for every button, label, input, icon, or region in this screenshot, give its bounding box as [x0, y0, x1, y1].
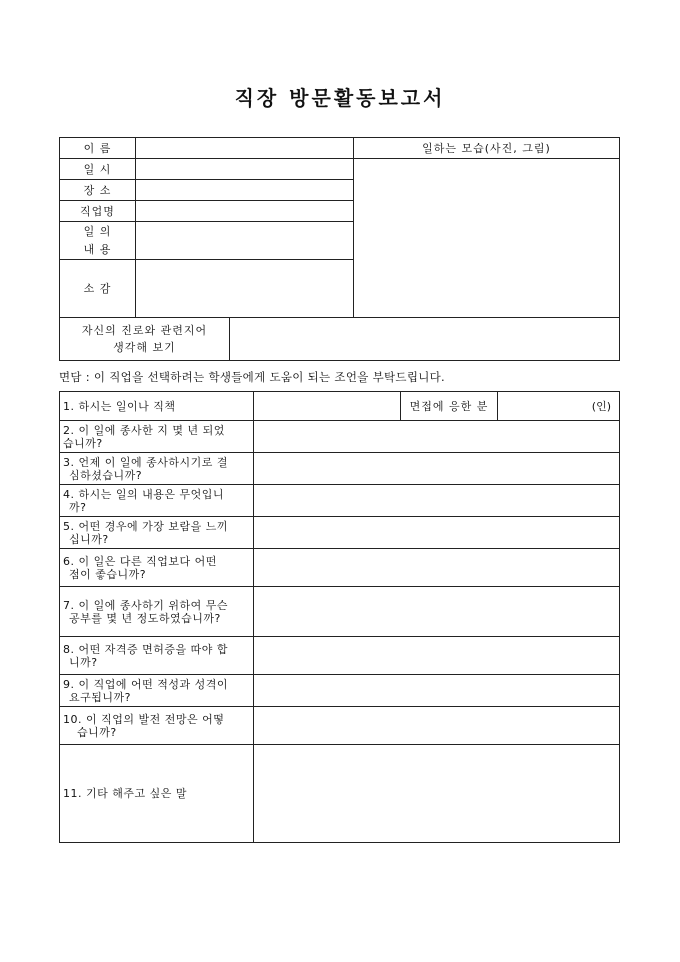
question-5-line2: 십니까?: [69, 532, 109, 546]
datetime-field[interactable]: [136, 159, 354, 180]
career-field[interactable]: [230, 318, 620, 361]
question-4-line2: 까?: [69, 500, 87, 514]
question-5: [60, 517, 254, 549]
answer-6[interactable]: [254, 549, 620, 587]
work-content-label-line2: 내 용: [83, 243, 112, 256]
datetime-label: 일 시: [60, 159, 136, 180]
question-11: [60, 745, 254, 843]
question-9-line1: 9. 이 직업에 어떤 적성과 성격이: [63, 677, 228, 691]
page-title: 직장 방문활동보고서: [234, 86, 446, 110]
photo-area[interactable]: [354, 159, 620, 318]
place-label: 장 소: [60, 180, 136, 201]
interview-instruction: 면담 : 이 직업을 선택하려는 학생들에게 도움이 되는 조언을 부탁드립니다.: [59, 370, 445, 384]
question-3-line1: 3. 언제 이 일에 종사하시기로 결: [63, 455, 228, 469]
answer-2[interactable]: [254, 421, 620, 453]
answer-3[interactable]: [254, 453, 620, 485]
answer-11[interactable]: [254, 745, 620, 843]
work-content-field[interactable]: [136, 222, 354, 260]
interviewee-label: 면접에 응한 분: [401, 392, 498, 421]
career-label-line1: 자신의 진로와 관련지어: [81, 324, 208, 337]
career-table: [59, 317, 620, 361]
question-4-line1: 4. 하시는 일의 내용은 무엇입니: [63, 487, 224, 501]
job-title-field[interactable]: [136, 201, 354, 222]
question-6-line2: 점이 좋습니까?: [69, 567, 147, 581]
info-table: [59, 137, 620, 318]
question-2: [60, 421, 254, 453]
question-3: [60, 453, 254, 485]
question-2-line1: 2. 이 일에 종사한 지 몇 년 되었: [63, 423, 225, 437]
answer-7[interactable]: [254, 587, 620, 637]
impression-field[interactable]: [136, 260, 354, 318]
question-8-line1: 8. 어떤 자격증 면허증을 따야 합: [63, 642, 228, 656]
interview-table: [59, 391, 620, 843]
question-9-line2: 요구됩니까?: [69, 690, 131, 704]
question-9: [60, 675, 254, 707]
photo-header: 일하는 모습(사진, 그림): [354, 138, 620, 159]
name-label: 이 름: [60, 138, 136, 159]
answer-4[interactable]: [254, 485, 620, 517]
answer-9[interactable]: [254, 675, 620, 707]
question-7-line2: 공부를 몇 년 정도하였습니까?: [69, 611, 221, 625]
career-label: [60, 318, 230, 361]
place-field[interactable]: [136, 180, 354, 201]
question-6-line1: 6. 이 일은 다른 직업보다 어떤: [63, 554, 217, 568]
question-7-line1: 7. 이 일에 종사하기 위하여 무슨: [63, 598, 228, 612]
question-4: [60, 485, 254, 517]
question-7: [60, 587, 254, 637]
job-title-label: 직업명: [60, 201, 136, 222]
answer-10[interactable]: [254, 707, 620, 745]
question-3-line2: 심하셨습니까?: [69, 468, 143, 482]
question-1: 1. 하시는 일이나 직책: [60, 392, 254, 421]
question-6: [60, 549, 254, 587]
impression-label: 소 감: [60, 260, 136, 318]
answer-5[interactable]: [254, 517, 620, 549]
question-8: [60, 637, 254, 675]
question-2-line2: 습니까?: [63, 436, 103, 450]
answer-8[interactable]: [254, 637, 620, 675]
answer-1[interactable]: [254, 392, 401, 421]
question-11-line1: 11. 기타 해주고 싶은 말: [63, 787, 187, 800]
question-10-line1: 10. 이 직업의 발전 전망은 어떻: [63, 712, 225, 726]
question-10: [60, 707, 254, 745]
name-field[interactable]: [136, 138, 354, 159]
question-5-line1: 5. 어떤 경우에 가장 보람을 느끼: [63, 519, 228, 533]
question-8-line2: 니까?: [69, 655, 98, 669]
interviewee-seal[interactable]: (인): [498, 392, 620, 421]
work-content-label-line1: 일 의: [83, 225, 112, 238]
work-content-label: [60, 222, 136, 260]
career-label-line2: 생각해 보기: [113, 341, 176, 354]
question-10-line2: 습니까?: [77, 725, 117, 739]
